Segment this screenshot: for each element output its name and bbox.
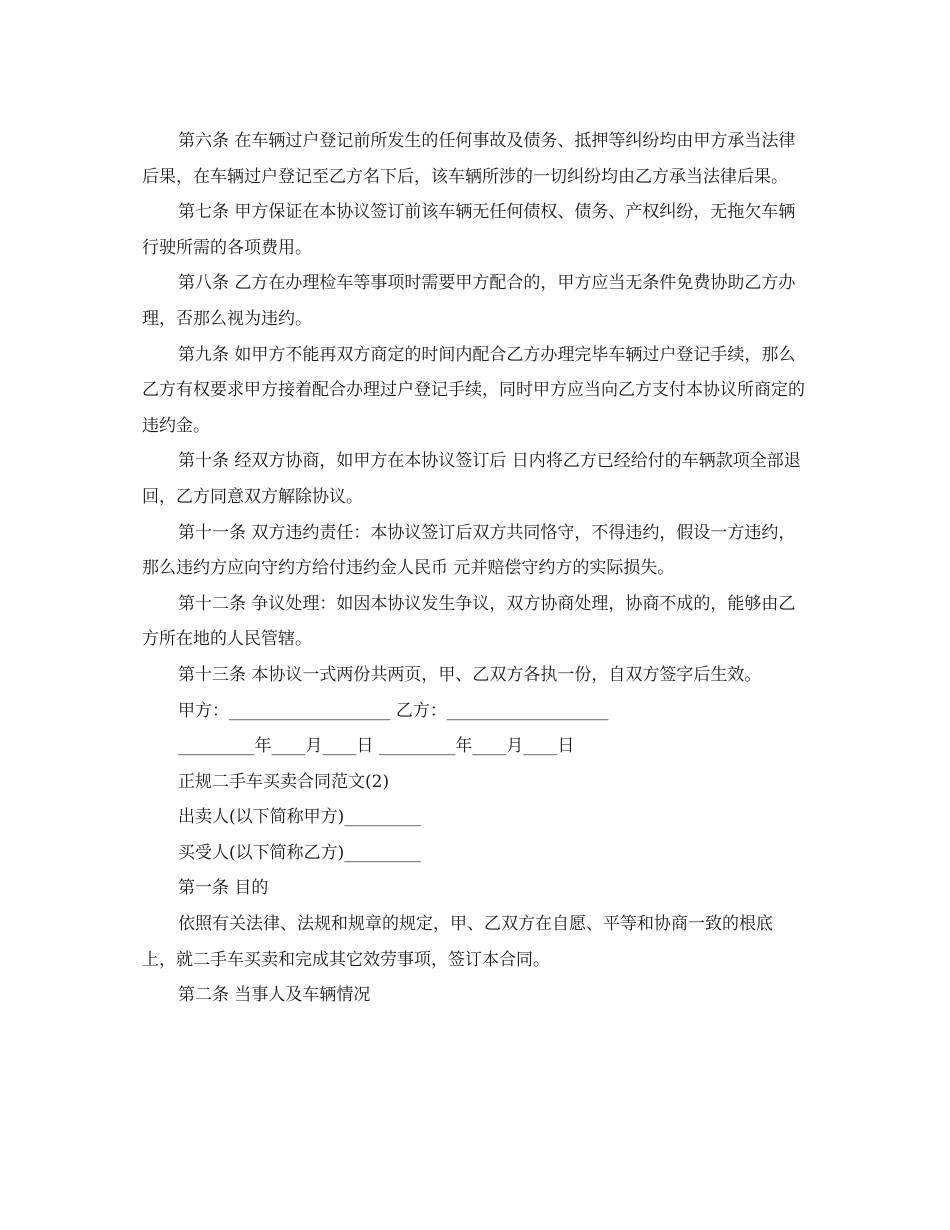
article-1-title: 第一条 目的 <box>178 878 269 899</box>
clause-13: 第十三条 本协议一式两份共两页，甲、乙双方各执一份，自双方签字后生效。 <box>178 664 762 685</box>
clause-11: 第十一条 双方违约责任：本协议签订后双方共同恪守，不得违约，假设一方违约，那么违约方应向守约方给付违约金人民币 元并赔偿守约方的实际损失。 <box>142 522 796 579</box>
clause-9: 第九条 如甲方不能再双方商定的时间内配合乙方办理完毕车辆过户登记手续，那么乙方有权要求甲方接着配合办理过户登记手续，同时甲方应当向乙方支付本协议所商定的违约金。 <box>142 344 805 436</box>
buyer-line: 买受人(以下简称乙方)_________ <box>178 842 421 863</box>
article-2-title: 第二条 当事人及车辆情况 <box>178 985 371 1006</box>
clause-12: 第十二条 争议处理：如因本协议发生争议，双方协商处理，协商不成的，能够由乙方所在地的人民管辖。 <box>142 593 796 650</box>
document-body <box>142 124 806 1014</box>
section-title: 正规二手车买卖合同范文(2) <box>178 771 390 792</box>
seller-line: 出卖人(以下简称甲方)_________ <box>178 807 421 828</box>
signature-line: 甲方：___________________ 乙方：___________________ <box>178 700 609 721</box>
clause-6: 第六条 在车辆过户登记前所发生的任何事故及债务、抵押等纠纷均由甲方承当法律后果，在车辆过户登记至乙方名下后，该车辆所涉的一切纠纷均由乙方承当法律后果。 <box>142 131 796 187</box>
clause-7: 第七条 甲方保证在本协议签订前该车辆无任何债权、债务、产权纠纷，无拖欠车辆行驶所需的各项费用。 <box>142 202 796 258</box>
article-1-body: 依照有关法律、法规和规章的规定，甲、乙双方在自愿、平等和协商一致的根底上，就二手车买卖和完成其它效劳事项，签订本合同。 <box>142 914 773 970</box>
date-line: _________年____月____日 _________年____月____日 <box>178 736 575 757</box>
clause-10: 第十条 经双方协商，如甲方在本协议签订后 日内将乙方已经给付的车辆款项全部退回，乙方同意双方解除协议。 <box>142 451 801 507</box>
clause-8: 第八条 乙方在办理检车等事项时需要甲方配合的，甲方应当无条件免费协助乙方办理，否那么视为违约。 <box>142 273 796 329</box>
